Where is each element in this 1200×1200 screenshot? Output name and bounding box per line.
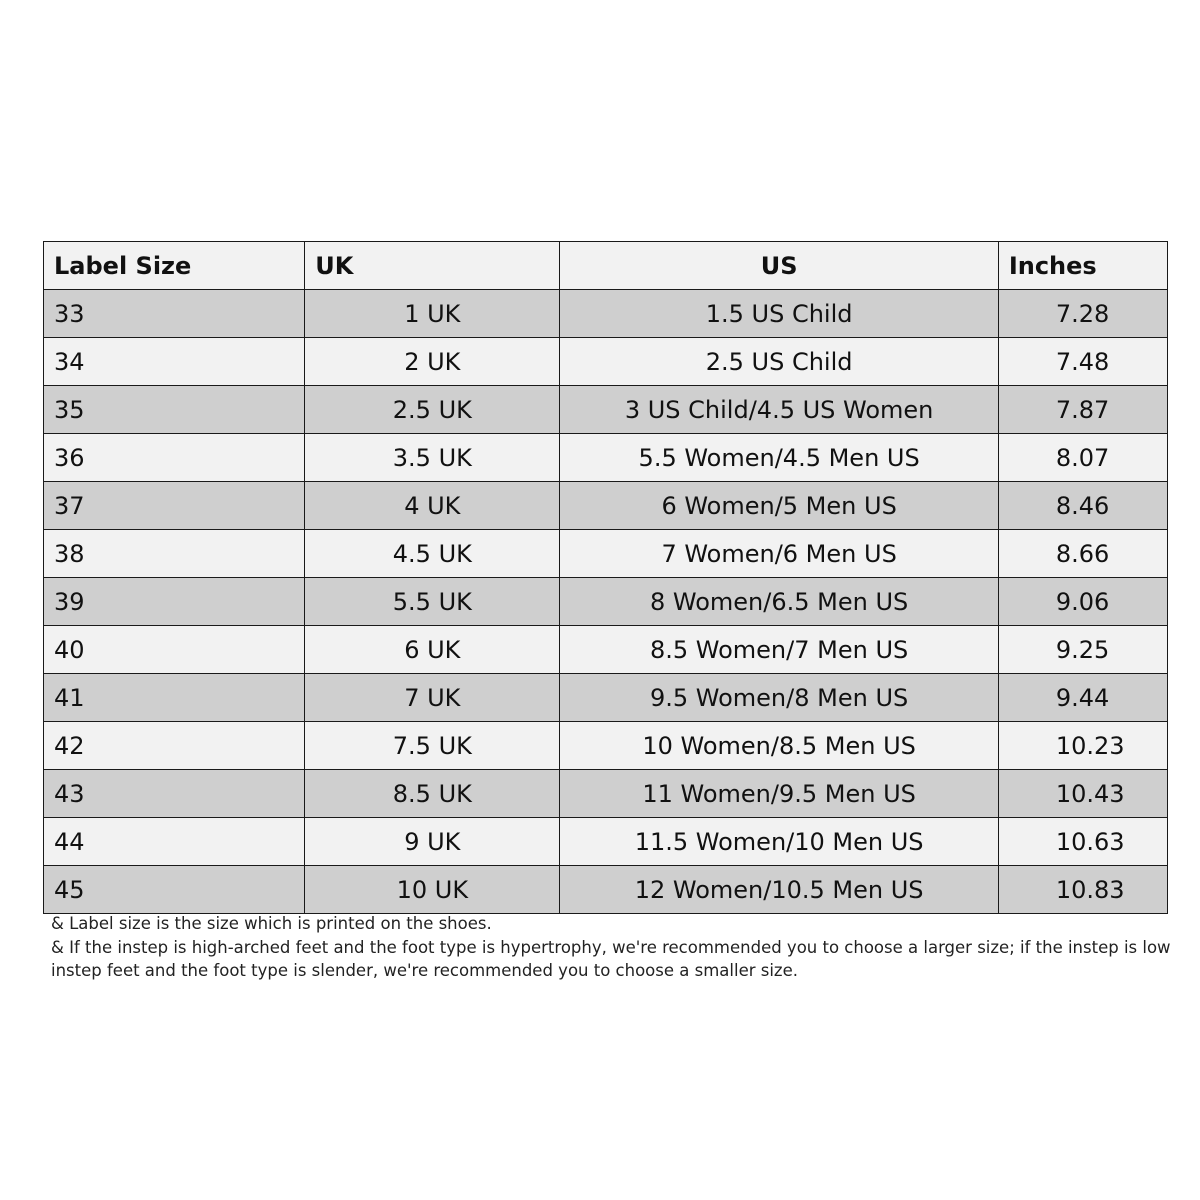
cell-inches: 10.63 [998, 818, 1167, 866]
table-row [44, 290, 1168, 338]
table-row [44, 818, 1168, 866]
table-row [44, 770, 1168, 818]
table-row [44, 866, 1168, 914]
cell-uk: 1 UK [305, 290, 560, 338]
cell-label-size: 40 [44, 626, 305, 674]
size-chart-table [43, 241, 1168, 914]
header-us: US [560, 242, 998, 290]
cell-uk: 6 UK [305, 626, 560, 674]
cell-us: 8.5 Women/7 Men US [560, 626, 998, 674]
cell-uk: 9 UK [305, 818, 560, 866]
table-header-row [44, 242, 1168, 290]
table-row [44, 338, 1168, 386]
cell-inches: 9.44 [998, 674, 1167, 722]
cell-uk: 5.5 UK [305, 578, 560, 626]
cell-us: 9.5 Women/8 Men US [560, 674, 998, 722]
table-row [44, 626, 1168, 674]
cell-inches: 8.66 [998, 530, 1167, 578]
cell-uk: 2.5 UK [305, 386, 560, 434]
cell-uk: 7.5 UK [305, 722, 560, 770]
cell-us: 6 Women/5 Men US [560, 482, 998, 530]
cell-uk: 4 UK [305, 482, 560, 530]
table-row [44, 578, 1168, 626]
cell-us: 10 Women/8.5 Men US [560, 722, 998, 770]
cell-label-size: 34 [44, 338, 305, 386]
cell-us: 5.5 Women/4.5 Men US [560, 434, 998, 482]
table-row [44, 386, 1168, 434]
cell-uk: 8.5 UK [305, 770, 560, 818]
table-row [44, 722, 1168, 770]
cell-inches: 10.83 [998, 866, 1167, 914]
cell-us: 1.5 US Child [560, 290, 998, 338]
cell-label-size: 41 [44, 674, 305, 722]
cell-us: 11 Women/9.5 Men US [560, 770, 998, 818]
cell-label-size: 43 [44, 770, 305, 818]
cell-us: 7 Women/6 Men US [560, 530, 998, 578]
cell-uk: 3.5 UK [305, 434, 560, 482]
cell-label-size: 37 [44, 482, 305, 530]
cell-us: 3 US Child/4.5 US Women [560, 386, 998, 434]
cell-inches: 7.48 [998, 338, 1167, 386]
header-uk: UK [305, 242, 560, 290]
cell-inches: 10.23 [998, 722, 1167, 770]
cell-inches: 9.06 [998, 578, 1167, 626]
cell-inches: 8.07 [998, 434, 1167, 482]
cell-label-size: 38 [44, 530, 305, 578]
cell-label-size: 45 [44, 866, 305, 914]
cell-label-size: 44 [44, 818, 305, 866]
table-body [44, 290, 1168, 914]
cell-inches: 10.43 [998, 770, 1167, 818]
cell-label-size: 33 [44, 290, 305, 338]
note-instep-recommendation: & If the instep is high-arched feet and the foot type is hypertrophy, we're recommended you to choose a larger size; if the instep is low instep feet and the foot type is slender, we're recommended you to choose a smaller size. [51, 937, 1171, 980]
cell-label-size: 42 [44, 722, 305, 770]
cell-label-size: 39 [44, 578, 305, 626]
header-label-size: Label Size [44, 242, 305, 290]
cell-us: 8 Women/6.5 Men US [560, 578, 998, 626]
cell-inches: 7.28 [998, 290, 1167, 338]
cell-uk: 2 UK [305, 338, 560, 386]
table-row [44, 530, 1168, 578]
cell-us: 2.5 US Child [560, 338, 998, 386]
cell-inches: 9.25 [998, 626, 1167, 674]
cell-label-size: 35 [44, 386, 305, 434]
cell-uk: 7 UK [305, 674, 560, 722]
header-inches: Inches [998, 242, 1167, 290]
cell-us: 11.5 Women/10 Men US [560, 818, 998, 866]
table-row [44, 434, 1168, 482]
table-row [44, 482, 1168, 530]
cell-inches: 8.46 [998, 482, 1167, 530]
cell-label-size: 36 [44, 434, 305, 482]
table-row [44, 674, 1168, 722]
note-label-size: & Label size is the size which is printed on the shoes. [51, 914, 492, 933]
cell-uk: 4.5 UK [305, 530, 560, 578]
cell-us: 12 Women/10.5 Men US [560, 866, 998, 914]
size-notes [51, 912, 1176, 983]
cell-uk: 10 UK [305, 866, 560, 914]
cell-inches: 7.87 [998, 386, 1167, 434]
